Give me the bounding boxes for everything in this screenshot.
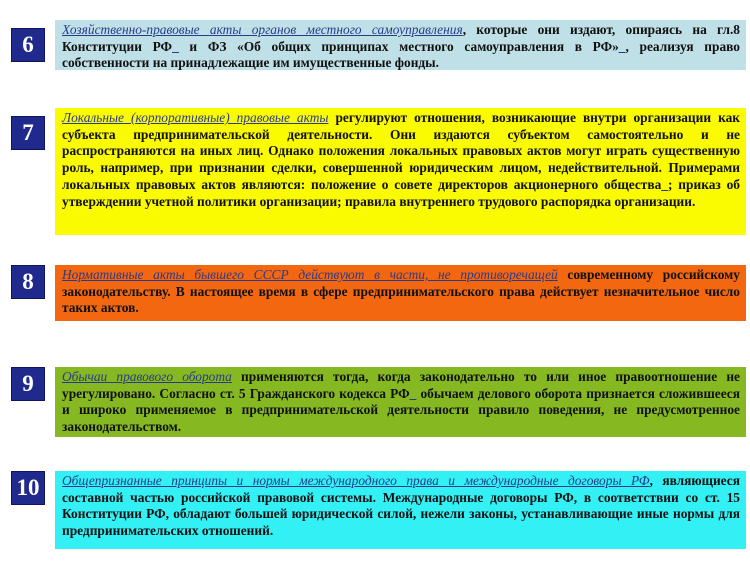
item-term[interactable]: Обычаи правового оборота: [62, 369, 232, 384]
footnote-link[interactable]: _: [172, 38, 179, 54]
item-number-badge: 9: [11, 367, 45, 401]
item-text: обычаем делового оборота признается сложившееся и широко применяемое в предпринимательской деятельности правило поведения, не предусмотренное законодательством.: [62, 385, 740, 435]
item-number-badge: 8: [11, 265, 45, 299]
item-text: современному российскому законодательству. В настоящее время в сфере предпринимательского права действует незначительное число таких актов.: [62, 267, 741, 316]
item-term[interactable]: Общепризнанные принципы и нормы международного права и международные договоры РФ: [62, 473, 650, 488]
item-text: , реализуя право собственности на принадлежащие им имущественные фонды.: [62, 38, 741, 71]
item-text: и ФЗ «Об общих принципах местного самоуправления в РФ»: [178, 38, 619, 54]
item-text: , являющиеся составной частью российской правовой системы. Международные договоры РФ, в соответствии со ст. 15 Конституции РФ, обладают большей юридической силой, нежели законы, устанавливающие иные нормы для предпринимательских отношений.: [62, 473, 740, 539]
footnote-link[interactable]: _: [661, 176, 669, 192]
item-term[interactable]: Локальные (корпоративные) правовые акты: [62, 110, 329, 125]
footnote-link[interactable]: _: [409, 385, 417, 401]
item-number-badge: 6: [11, 28, 45, 62]
item-text: регулируют отношения, возникающие внутри организации как субъекта предпринимательской деятельности. Они издаются субъектом самостоятельно и не распространяются на иных лиц. Однако положения локальных правовых актов могут играть существенную роль, например, при признании сделки, совершенной юридическим лицом, недействительной. Примерами локальных правовых актов являются: положение о совете директоров акционерного общества: [62, 110, 740, 192]
item-text-box: [55, 471, 746, 549]
item-text-box: [55, 367, 746, 437]
footnote-link[interactable]: _: [618, 38, 626, 54]
item-number-badge: 7: [11, 116, 45, 150]
item-number-badge: 10: [11, 471, 45, 505]
item-text-box: [55, 108, 746, 235]
item-text: , которые они издают, опираясь на гл.8 Конституции РФ: [62, 22, 741, 54]
item-text-box: [55, 20, 746, 70]
item-term[interactable]: Хозяйственно-правовые акты органов местного самоуправления: [62, 22, 463, 37]
item-text: применяются тогда, когда законодательно то или иное правоотношение не урегулировано. Согласно ст. 5 Гражданского кодекса РФ: [62, 369, 741, 401]
item-term[interactable]: Нормативные акты бывшего СССР действуют в части, не противоречащей: [62, 267, 558, 282]
item-text-box: [55, 265, 746, 321]
item-text: ; приказ об утверждении учетной политики организации; правила внутреннего трудового распорядка организации.: [62, 176, 741, 209]
